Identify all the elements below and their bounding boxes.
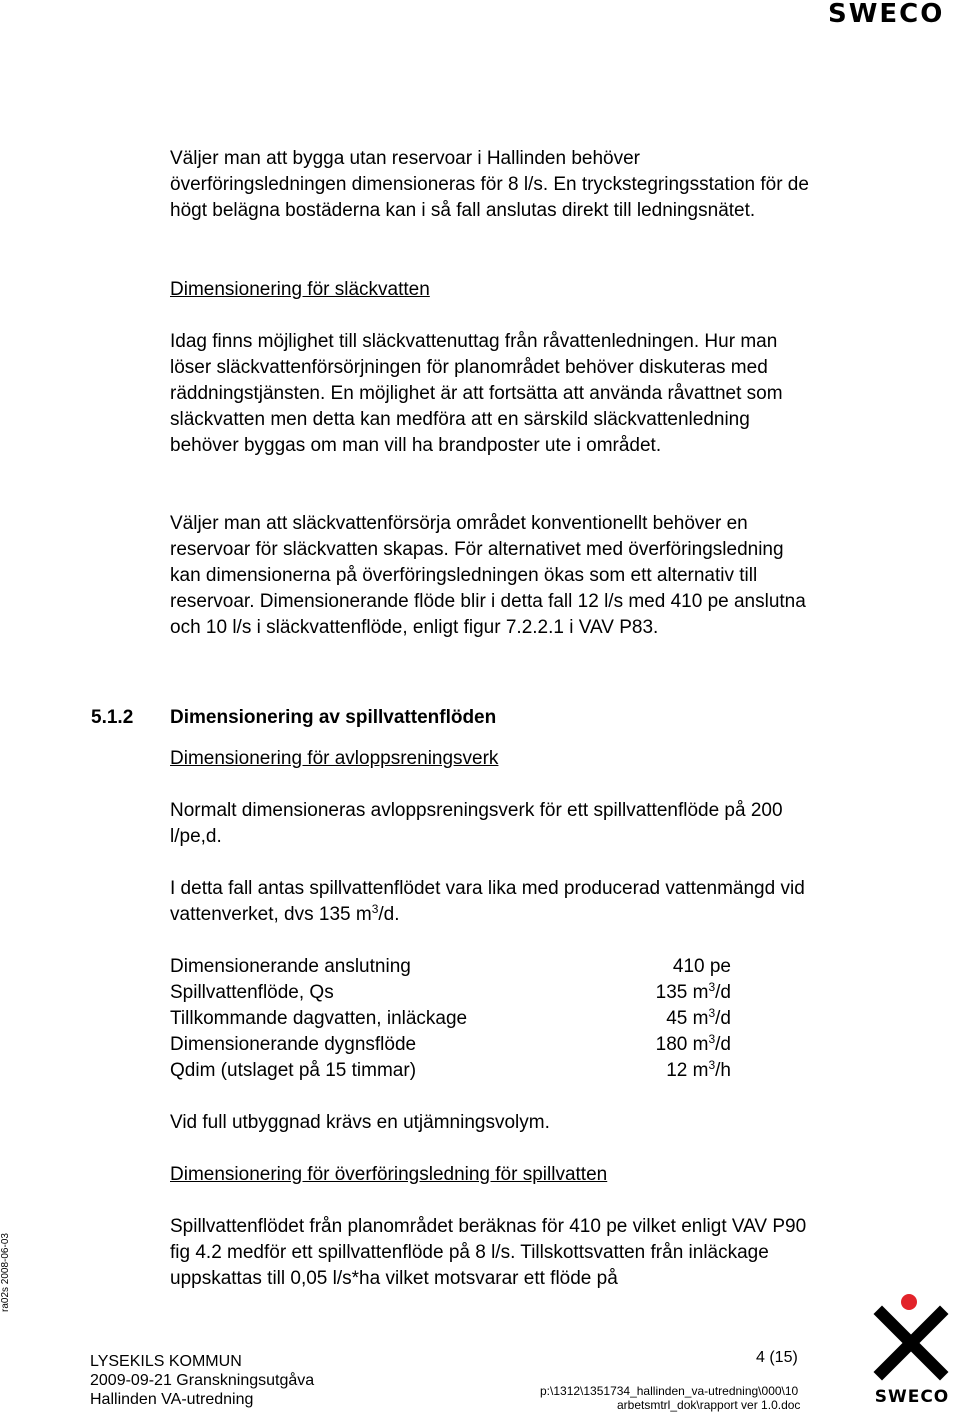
row-value: 12 $m^3/h$ [666, 1058, 731, 1081]
paragraph-slackvatten-alternativ: Väljer man att släckvattenförsörja området konventionellt behöver en reservoar för släckvatten skapas. För alternativet med överföringsledning kan dimensionerna på överföringsledningen ökas som ett alternativ till reservoar. Dimensionerande flöde blir i detta fall 12 l/s med 410 pe anslutna och 10 l/s i släckvattenflöde, enligt figur 7.2.2.1 i VAV P83. [170, 513, 806, 638]
paragraph-spillvatten-berakning: Spillvattenflödet från planområdet beräknas för 410 pe vilket enligt VAV P90 fig 4.2 medför ett spillvattenflöde på 8 l/s. Tillskottsvatten från inläckage uppskattas till 0,05 l/s*ha vilket motsvarar ett flöde på [170, 1216, 807, 1289]
page-number: 4 (15) [756, 1349, 798, 1366]
row-label: Dimensionerande anslutning [170, 956, 411, 977]
template-stamp: ra02s 2008-06-03 [0, 1233, 11, 1312]
paragraph-normalt-dimensioneras: Normalt dimensioneras avloppsreningsverk för ett spillvattenflöde på 200 l/pe,d. [170, 800, 783, 847]
section-number: 5.1.2 [91, 707, 134, 728]
logo-dot [901, 1294, 917, 1310]
row-value: 135 $m^3/d$ [655, 980, 731, 1003]
paragraph-slackvatten-intro: Idag finns möjlighet till släckvattenuttag från råvattenledningen. Hur man löser släckvattenförsörjningen för planområdet behöver diskuteras med räddningstjänsten. En möjlighet är att fortsätta att använda råvattnet som släckvatten men detta kan medföra att en särskild släckvattenledning behöver byggas om man vill ha brandposter ute i området. [170, 331, 783, 456]
paragraph-utjamningsvolym: Vid full utbyggnad krävs en utjämningsvolym. [170, 1112, 550, 1133]
sweco-logo-header: SWECO [828, 0, 945, 29]
paragraph-text: I detta fall antas spillvattenflödet vara lika med producerad vattenmängd vid vattenverket, dvs 135 m [170, 878, 805, 925]
paragraph-spillvattenflode [170, 876, 810, 928]
row-value: 410 pe [672, 956, 731, 977]
subheading-slackvatten: Dimensionering för släckvatten [170, 279, 430, 300]
paragraph-reservoar: Väljer man att bygga utan reservoar i Hallinden behöver överföringsledningen dimensioneras för 8 l/s. En tryckstegringsstation för de högt belägna bostäderna kan i så fall anslutas direkt till ledningsnätet. [170, 148, 809, 221]
footer-file-name: arbetsmtrl_dok\rapport ver 1.0.doc [617, 1398, 801, 1412]
superscript: 3 [371, 902, 379, 916]
footer-organisation: LYSEKILS KOMMUN [90, 1353, 242, 1370]
row-label: Qdim (utslaget på 15 timmar) [170, 1060, 417, 1081]
row-label: Dimensionerande dygnsflöde [170, 1034, 417, 1055]
subheading-avloppsreningsverk: Dimensionering för avloppsreningsverk [170, 748, 499, 769]
row-value: 45 $m^3/d$ [666, 1006, 731, 1029]
table-row [170, 980, 750, 1006]
footer-date-version: 2009-09-21 Granskningsutgåva [90, 1372, 315, 1389]
row-value: 180 $m^3/d$ [655, 1032, 731, 1055]
section-title: Dimensionering av spillvattenflöden [170, 707, 497, 728]
row-label: Spillvattenflöde, Qs [170, 982, 334, 1003]
footer-project: Hallinden VA-utredning [90, 1391, 254, 1408]
table-row [170, 954, 750, 980]
table-row [170, 1032, 750, 1058]
subheading-overforingsledning: Dimensionering för överföringsledning för spillvatten [170, 1164, 608, 1185]
sweco-logo-footer [872, 1292, 952, 1407]
logo-wordmark: SWECO [874, 1387, 950, 1407]
table-row [170, 1006, 750, 1032]
table-row [170, 1058, 750, 1084]
row-label: Tillkommande dagvatten, inläckage [170, 1008, 468, 1029]
paragraph-text-end: /d. [378, 904, 400, 925]
dimensioning-table [170, 954, 750, 1084]
footer-file-path: p:\1312\1351734_hallinden_va-utredning\000\10 [540, 1384, 799, 1398]
